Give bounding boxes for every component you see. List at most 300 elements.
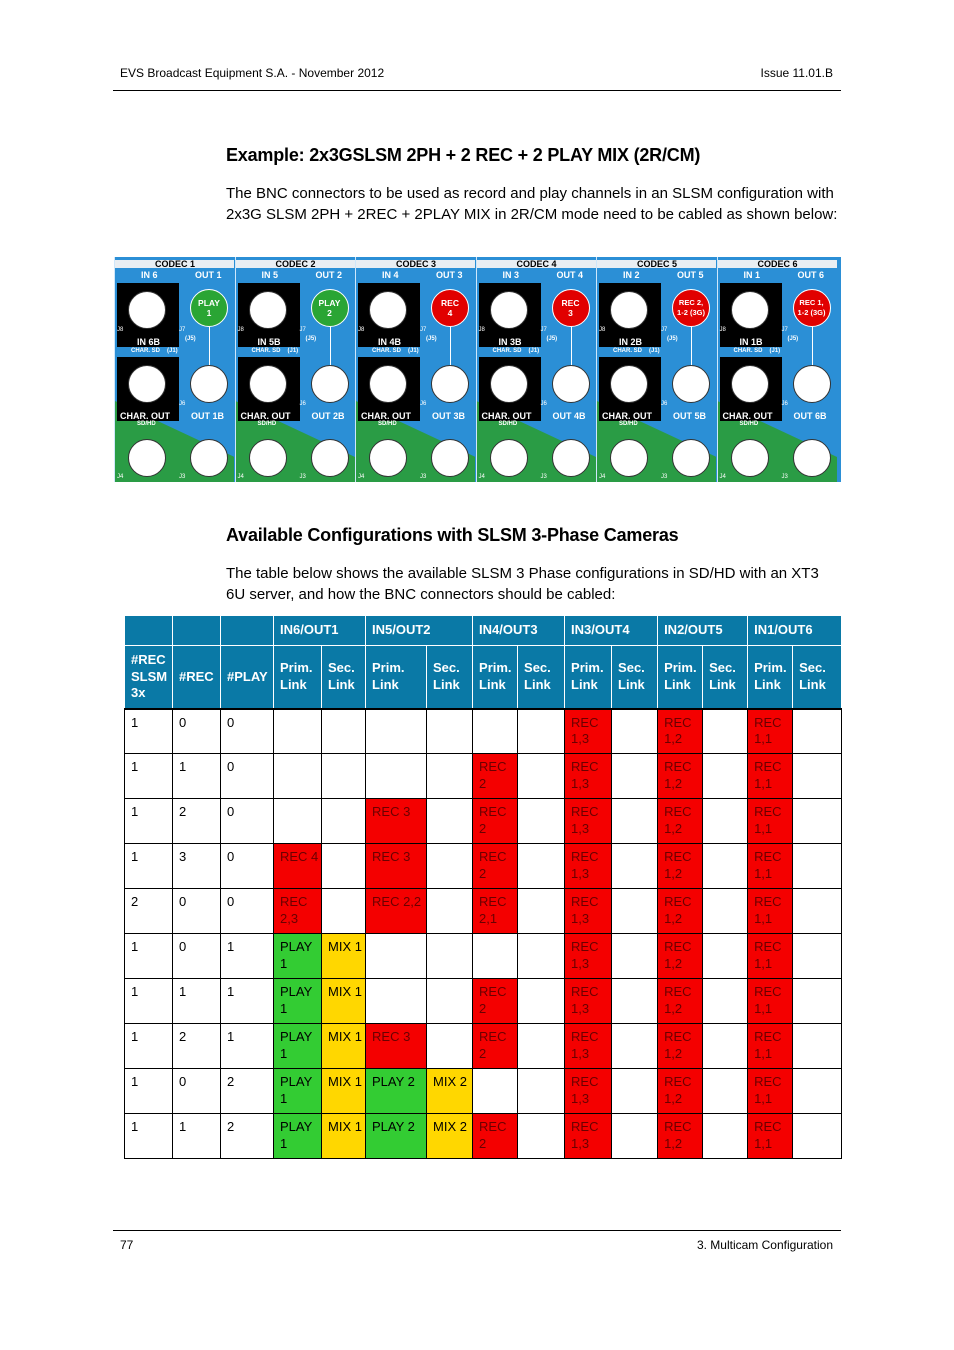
jack-label: (J1) [528, 348, 540, 354]
table-cell-text: 1 [227, 984, 235, 999]
bnc-connector [490, 291, 528, 329]
table-cell [793, 1024, 842, 1069]
table-cell [274, 1114, 322, 1159]
table-cell [274, 754, 322, 799]
jack-label: (J1) [167, 348, 178, 354]
output-label: OUT 1 [195, 270, 222, 280]
jack-label: J4 [478, 474, 485, 480]
table-cell [125, 799, 173, 844]
output-label: OUT 6 [797, 270, 825, 280]
jack-label: (J5) [667, 336, 678, 342]
table-cell-text: REC 1,2 [664, 714, 692, 746]
table-cell [703, 799, 748, 844]
jack-label: (J5) [426, 336, 437, 342]
table-cell [565, 844, 612, 889]
bnc-connector [731, 365, 769, 403]
table-cell [703, 844, 748, 889]
table-cell [658, 709, 703, 754]
table-cell-text: REC 2 [479, 1119, 507, 1151]
table-cell [518, 1024, 565, 1069]
table-group-header: IN4/OUT3 [473, 616, 565, 646]
table-cell-text: REC 1,1 [754, 759, 782, 791]
input-label: IN 5 [261, 270, 279, 280]
table-cell-text: 1 [131, 939, 139, 954]
jack-label: (J1) [408, 348, 419, 354]
table-cell-text: 2 [227, 1119, 235, 1134]
configurations-table [124, 615, 842, 1159]
table-cell-text [709, 1114, 747, 1119]
table-cell-text: REC 1,1 [754, 714, 782, 746]
bnc-connector [369, 439, 407, 477]
codec-title: CODEC 4 [516, 259, 557, 269]
table-cell-text [799, 799, 841, 804]
table-cell [125, 979, 173, 1024]
table-cell [366, 709, 427, 754]
table-cell [793, 844, 842, 889]
table-cell [322, 1024, 366, 1069]
section-title-configurations: Available Configurations with SLSM 3-Phase Cameras [226, 525, 679, 545]
table-cell [427, 979, 473, 1024]
table-cell [173, 754, 221, 799]
table-cell [274, 1069, 322, 1114]
jack-label: J4 [599, 474, 606, 480]
char-out-label: CHAR. OUT [120, 411, 170, 421]
table-header-blank [221, 616, 274, 646]
jack-label: J7 [179, 327, 186, 333]
table-cell-text: REC 2 [479, 804, 507, 836]
table-cell-text [372, 979, 426, 984]
bnc-connector [311, 365, 349, 403]
table-cell-text [524, 1114, 564, 1119]
table-cell-text [618, 710, 657, 715]
table-cell [793, 1069, 842, 1114]
table-cell-text: REC 1,3 [571, 1119, 599, 1151]
table-cell-text [709, 710, 747, 715]
table-cell-text: REC 1,1 [754, 1029, 782, 1061]
table-cell [322, 1114, 366, 1159]
table-cell [748, 709, 793, 754]
table-cell-text: REC 1,3 [571, 849, 599, 881]
table-row [125, 709, 842, 754]
table-cell-text [618, 889, 657, 894]
table-cell-text: PLAY 1 [280, 1074, 313, 1106]
codec-title: CODEC 2 [275, 259, 316, 269]
input-b-label: IN 6B [137, 337, 161, 347]
table-cell-text [799, 1024, 841, 1029]
table-cell-text: 2 [179, 804, 187, 819]
table-cell-text [280, 754, 321, 759]
table-group-header: IN1/OUT6 [748, 616, 842, 646]
table-cell-text: 1 [179, 759, 187, 774]
table-cell-text: REC 1,3 [571, 984, 599, 1016]
table-cell [366, 754, 427, 799]
table-cell-text: 1 [131, 984, 139, 999]
table-cell [518, 889, 565, 934]
table-cell [173, 709, 221, 754]
output-b-label: OUT 3B [432, 411, 466, 421]
table-cell-text [799, 1114, 841, 1119]
table-cell-text: REC 1,3 [571, 894, 599, 926]
jack-label: (J1) [649, 348, 660, 354]
connector-line [571, 327, 572, 367]
bnc-connector [369, 365, 407, 403]
jack-label: J3 [299, 474, 306, 480]
table-cell [518, 979, 565, 1024]
table-cell-text [433, 799, 472, 804]
table-cell [125, 889, 173, 934]
table-row [125, 1069, 842, 1114]
table-cell [703, 754, 748, 799]
char-sd-label: CHAR. SD [733, 348, 763, 354]
table-cell [518, 754, 565, 799]
channel-badge: REC 1, 1-2 (3G) [793, 289, 831, 327]
table-cell [473, 1114, 518, 1159]
sdhd-label: SD/HD [378, 421, 397, 427]
jack-label: J8 [719, 327, 726, 333]
table-cell [427, 1114, 473, 1159]
char-out-label: CHAR. OUT [240, 411, 291, 421]
jack-label: J6 [540, 401, 547, 407]
table-cell-text: REC 3 [372, 849, 411, 864]
table-cell-text [479, 710, 517, 715]
table-cell [274, 799, 322, 844]
table-cell-text [709, 889, 747, 894]
header-rule [113, 90, 841, 91]
table-row [125, 799, 842, 844]
sdhd-label: SD/HD [739, 421, 759, 427]
table-cell [748, 754, 793, 799]
table-cell [125, 934, 173, 979]
table-cell-text: 1 [131, 759, 139, 774]
table-cell [612, 1024, 658, 1069]
input-label: IN 4 [382, 270, 399, 280]
table-cell [518, 799, 565, 844]
table-cell [612, 754, 658, 799]
table-cell-text [433, 1024, 472, 1029]
table-cell [658, 934, 703, 979]
codec-title: CODEC 5 [636, 259, 677, 269]
table-cell-text: REC 1,3 [571, 1074, 599, 1106]
table-header-blank [125, 616, 173, 646]
table-column-header: Sec. Link [322, 646, 366, 709]
table-cell [658, 1024, 703, 1069]
table-cell [125, 709, 173, 754]
table-cell [518, 1114, 565, 1159]
table-column-header: Prim. Link [366, 646, 427, 709]
table-cell [658, 979, 703, 1024]
table-cell [748, 979, 793, 1024]
table-cell-text [524, 934, 564, 939]
table-cell-text [280, 799, 321, 804]
table-cell-text [433, 710, 472, 715]
table-cell [221, 934, 274, 979]
table-cell-text: PLAY 2 [372, 1119, 415, 1134]
output-b-label: OUT 5B [673, 411, 707, 421]
table-cell-text [618, 1024, 657, 1029]
table-cell-text [799, 710, 841, 715]
table-cell [366, 934, 427, 979]
table-cell [565, 709, 612, 754]
connector-line [330, 327, 331, 367]
char-out-label: CHAR. OUT [722, 411, 773, 421]
table-cell-text: REC 1,3 [571, 1029, 599, 1061]
channel-badge: PLAY 2 [311, 289, 349, 327]
table-cell-text: 2 [131, 894, 139, 909]
channel-badge: REC 2, 1-2 (3G) [672, 289, 710, 327]
table-cell-text: REC 1,2 [664, 1074, 692, 1106]
table-cell [793, 799, 842, 844]
table-row [125, 979, 842, 1024]
sdhd-label: SD/HD [257, 421, 277, 427]
output-b-label: OUT 1B [191, 411, 225, 421]
table-cell [274, 979, 322, 1024]
char-sd-label: CHAR. SD [372, 348, 402, 354]
table-column-header: Sec. Link [703, 646, 748, 709]
table-cell [173, 979, 221, 1024]
table-cell [793, 979, 842, 1024]
table-cell-text [524, 1069, 564, 1074]
table-cell [473, 709, 518, 754]
table-cell [565, 754, 612, 799]
table-cell [221, 1069, 274, 1114]
table-cell [658, 1114, 703, 1159]
bnc-connector [731, 439, 769, 477]
table-cell-text: REC 1,3 [571, 804, 599, 836]
table-column-header: Sec. Link [518, 646, 565, 709]
bnc-connector [490, 439, 528, 477]
table-cell [125, 754, 173, 799]
input-label: IN 1 [743, 270, 761, 280]
table-cell [274, 844, 322, 889]
table-cell-text: 2 [227, 1074, 235, 1089]
channel-badge: PLAY 1 [190, 289, 228, 327]
table-cell [612, 934, 658, 979]
connector-line [450, 327, 451, 367]
table-cell-text [328, 710, 365, 715]
table-cell-text [524, 889, 564, 894]
table-cell [612, 799, 658, 844]
table-cell-text: 0 [179, 714, 187, 730]
char-out-label: CHAR. OUT [602, 411, 652, 421]
table-cell-text: PLAY 1 [280, 1029, 313, 1061]
table-column-header: Prim. Link [274, 646, 322, 709]
table-cell-text: REC 1,3 [571, 714, 599, 746]
table-cell-text [524, 979, 564, 984]
table-cell-text [799, 1069, 841, 1074]
channel-badge: REC 3 [552, 289, 590, 327]
codec-title: CODEC 3 [395, 259, 436, 269]
table-cell [274, 709, 322, 754]
input-label: IN 3 [502, 270, 520, 280]
table-cell [427, 1024, 473, 1069]
footer-page-number: 77 [120, 1238, 134, 1252]
jack-label: (J1) [769, 348, 781, 354]
table-cell-text [433, 889, 472, 894]
table-row [125, 844, 842, 889]
table-cell-text: 0 [179, 894, 187, 909]
table-cell-text: REC 2 [479, 984, 507, 1016]
table-cell-text: REC 1,1 [754, 849, 782, 881]
output-label: OUT 3 [436, 270, 463, 280]
table-cell [274, 889, 322, 934]
input-label: IN 2 [623, 270, 640, 280]
table-cell [703, 709, 748, 754]
table-group-header: IN5/OUT2 [366, 616, 473, 646]
jack-label: J3 [420, 474, 427, 480]
table-cell [125, 844, 173, 889]
table-cell-text [709, 844, 747, 849]
table-cell [748, 1069, 793, 1114]
table-cell [703, 1114, 748, 1159]
table-cell-text [709, 979, 747, 984]
table-cell [748, 1024, 793, 1069]
jack-label: J6 [179, 401, 186, 407]
table-cell [366, 799, 427, 844]
section-text-configurations: The table below shows the available SLSM 3 Phase configurations in SD/HD with an XT3 6U server, and how the BNC connectors should be cabled: [226, 565, 819, 603]
table-cell-text [709, 934, 747, 939]
jack-label: J7 [420, 327, 427, 333]
table-cell-text: REC 1,1 [754, 804, 782, 836]
table-cell [322, 1069, 366, 1114]
table-cell [703, 979, 748, 1024]
table-cell [793, 934, 842, 979]
table-cell-text: 2 [179, 1029, 187, 1044]
bnc-connector [610, 291, 648, 329]
table-cell [793, 889, 842, 934]
table-column-header: Prim. Link [565, 646, 612, 709]
table-cell-text [709, 1069, 747, 1074]
table-cell-text [618, 754, 657, 759]
table-cell-text: 0 [227, 849, 235, 864]
table-cell-text [618, 934, 657, 939]
table-row [125, 889, 842, 934]
table-cell-text [433, 844, 472, 849]
table-cell-text: REC 4 [280, 849, 319, 864]
table-cell-text: REC 1,1 [754, 939, 782, 971]
table-column-header: Sec. Link [793, 646, 842, 709]
table-cell [748, 799, 793, 844]
header-left: EVS Broadcast Equipment S.A. - November 2012 [120, 66, 385, 80]
output-b-label: OUT 4B [552, 411, 586, 421]
table-cell [518, 844, 565, 889]
table-cell [366, 1114, 427, 1159]
input-b-label: IN 4B [378, 337, 402, 347]
bnc-connector-panel [114, 257, 841, 482]
table-cell-text [618, 799, 657, 804]
table-cell-text [618, 979, 657, 984]
bnc-connector [190, 439, 228, 477]
table-cell [565, 889, 612, 934]
bnc-connector [431, 365, 469, 403]
table-cell [748, 844, 793, 889]
table-cell [518, 1069, 565, 1114]
table-cell [748, 889, 793, 934]
table-cell [565, 1024, 612, 1069]
table-column-header: Prim. Link [658, 646, 703, 709]
jack-label: J4 [237, 474, 244, 480]
table-column-header: Prim. Link [473, 646, 518, 709]
footer-rule [113, 1230, 841, 1231]
table-cell-text: REC 1,1 [754, 1119, 782, 1151]
table-cell [612, 1069, 658, 1114]
table-cell [703, 889, 748, 934]
jack-label: J3 [179, 474, 186, 480]
table-cell [658, 1069, 703, 1114]
table-cell-text: 1 [227, 1029, 235, 1044]
table-cell-text [479, 1069, 517, 1074]
bnc-connector [672, 439, 710, 477]
codec-block [355, 257, 475, 482]
table-cell [748, 1114, 793, 1159]
jack-label: J4 [719, 474, 726, 480]
section-text-example: The BNC connectors to be used as record and play channels in an SLSM configuration with 2x3G SLSM 2PH + 2REC + 2PLAY MIX in 2R/CM mode need to be cabled as shown below: [226, 185, 838, 223]
table-cell-text [328, 754, 365, 759]
table-cell [473, 1069, 518, 1114]
table-cell [322, 889, 366, 934]
table-cell-text [799, 979, 841, 984]
output-b-label: OUT 2B [311, 411, 345, 421]
table-cell [793, 709, 842, 754]
table-cell [565, 1114, 612, 1159]
table-cell-text: REC 1,2 [664, 759, 692, 791]
char-sd-label: CHAR. SD [613, 348, 643, 354]
table-cell [221, 889, 274, 934]
table-group-header-row [125, 616, 842, 646]
jack-label: J4 [358, 474, 365, 480]
table-cell [703, 1069, 748, 1114]
connector-line [209, 327, 210, 367]
table-cell [427, 709, 473, 754]
table-row [125, 1114, 842, 1159]
table-cell-text: MIX 2 [433, 1074, 467, 1089]
table-cell-text: REC 2,3 [280, 894, 308, 926]
table-cell-text: 0 [227, 804, 235, 819]
table-cell-text [709, 1024, 747, 1029]
jack-label: (J5) [305, 336, 317, 342]
table-cell-text: REC 1,2 [664, 984, 692, 1016]
table-cell [221, 844, 274, 889]
table-column-header: #PLAY [221, 646, 274, 709]
char-out-label: CHAR. OUT [361, 411, 411, 421]
table-cell [793, 1114, 842, 1159]
table-cell-text: 1 [227, 939, 235, 954]
bnc-connector [552, 439, 590, 477]
jack-label: J3 [781, 474, 788, 480]
table-cell-text: REC 1,2 [664, 1119, 692, 1151]
bnc-connector [672, 365, 710, 403]
bnc-connector [369, 291, 407, 329]
bnc-connector [431, 439, 469, 477]
table-cell [125, 1069, 173, 1114]
table-cell-text [524, 1024, 564, 1029]
table-cell [612, 709, 658, 754]
table-cell-text: MIX 1 [328, 1074, 362, 1089]
jack-label: J6 [781, 401, 788, 407]
table-cell-text: REC 1,1 [754, 894, 782, 926]
table-header-blank [173, 616, 221, 646]
jack-label: J6 [299, 401, 306, 407]
jack-label: J8 [478, 327, 485, 333]
table-cell [173, 1024, 221, 1069]
table-cell-text: 1 [131, 1074, 139, 1089]
table-cell-text: 1 [131, 804, 139, 819]
table-cell-text [799, 754, 841, 759]
table-cell-text: 1 [179, 984, 187, 999]
table-cell [274, 934, 322, 979]
table-cell-text: REC 3 [372, 1029, 411, 1044]
table-cell [703, 934, 748, 979]
table-cell-text: PLAY 1 [280, 984, 313, 1016]
